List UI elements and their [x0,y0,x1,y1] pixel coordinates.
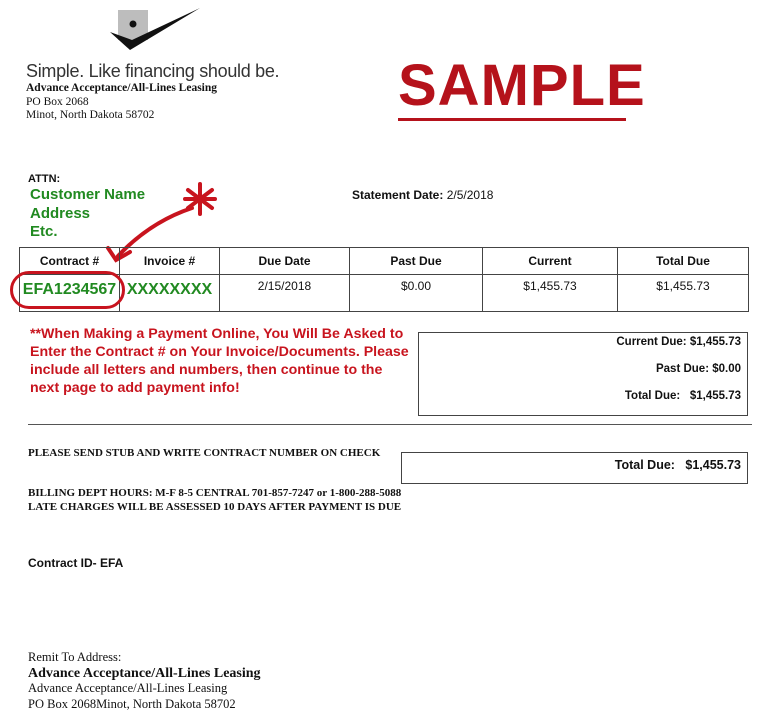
late-charges: LATE CHARGES WILL BE ASSESSED 10 DAYS AFTER PAYMENT IS DUE [28,500,402,513]
remit-street: PO Box 2068Minot, North Dakota 58702 [28,696,236,711]
stub-instructions: PLEASE SEND STUB AND WRITE CONTRACT NUMBER ON CHECK [28,447,381,459]
remit-name: Advance Acceptance/All-Lines Leasing [28,681,228,695]
billing-hours: BILLING DEPT HOURS: M-F 8-5 CENTRAL 701-857-7247 or 1-800-288-5088 [28,487,402,499]
header-total-due: Total Due [618,248,749,275]
remit-label: Remit To Address: [28,650,122,664]
billing-info [28,487,408,514]
statement-date-label: Statement Date: [352,188,444,202]
cell-invoice-number: XXXXXXXX [120,275,220,312]
invoice-table [19,247,749,312]
cell-contract-number: EFA1234567 [20,275,120,312]
stub-total-due: Total Due: $1,455.73 [614,458,741,472]
sample-label: SAMPLE [398,53,646,118]
header-current: Current [483,248,618,275]
tagline: Simple. Like financing should be. [26,61,280,81]
company-name: Advance Acceptance/All-Lines Leasing [26,82,218,94]
stub-total-box [401,452,748,484]
total-due: Total Due: $1,455.73 [624,390,741,402]
company-address [26,82,217,123]
table-header-row [20,248,749,275]
attn-label: ATTN: [28,173,61,185]
divider [28,424,752,425]
cell-current: $1,455.73 [483,275,618,312]
cell-past-due: $0.00 [350,275,483,312]
header-contract: Contract # [20,248,120,275]
recipient-line: Address [30,204,91,222]
remit-name-bold: Advance Acceptance/All-Lines Leasing [28,665,261,681]
cell-due-date: 2/15/2018 [220,275,350,312]
header-due-date: Due Date [220,248,350,275]
past-due: Past Due: $0.00 [655,363,741,375]
checkmark-box-icon [108,6,202,58]
statement-date-value: 2/5/2018 [446,188,494,202]
recipient-line: Customer Name [30,186,146,203]
remit-address [28,650,261,712]
payment-note: **When Making a Payment Online, You Will Be Asked to Enter the Contract # on Your Invoice/Documents. Please include all letters and numbers, then continue to the next page to add payment info! [30,326,409,396]
recipient-line: Etc. [30,223,58,240]
header-past-due: Past Due [350,248,483,275]
header-invoice: Invoice # [120,248,220,275]
due-summary-box [418,332,748,416]
contract-id: Contract ID- EFA [28,556,124,570]
cell-total-due: $1,455.73 [618,275,749,312]
sample-underline [398,118,626,121]
company-po-box: PO Box 2068 [26,95,89,108]
current-due: Current Due: $1,455.73 [616,336,741,348]
table-row [20,275,749,312]
company-city: Minot, North Dakota 58702 [26,109,155,121]
statement-date [352,188,493,202]
contract-highlight-circle [10,271,125,309]
